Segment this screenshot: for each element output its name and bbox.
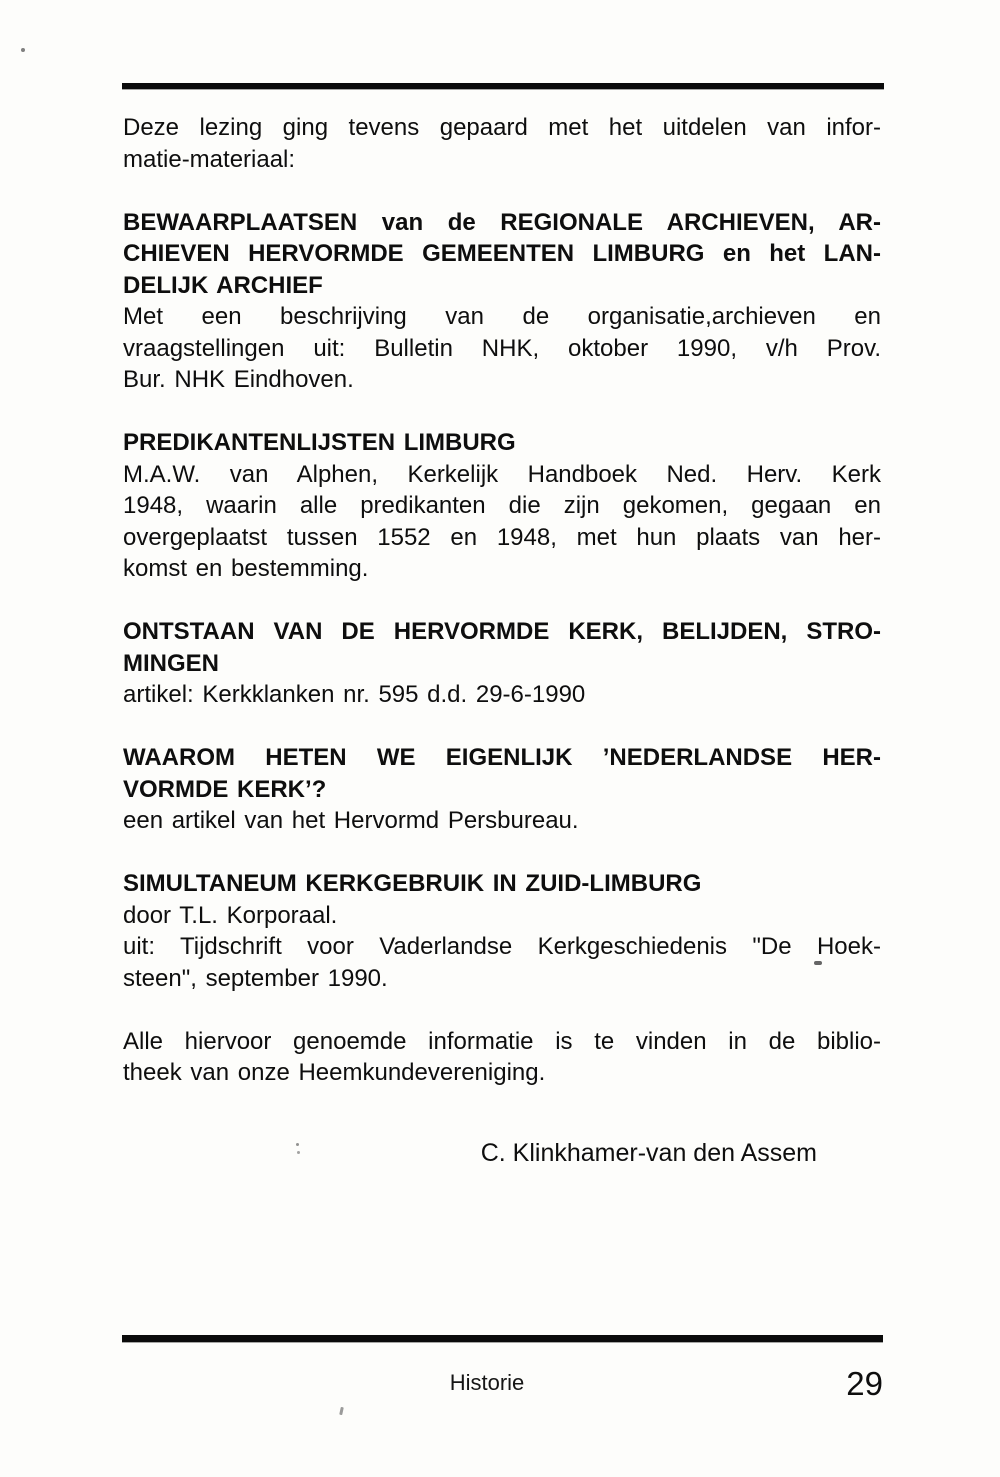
text-line: uit: Tijdschrift voor Vaderlandse Kerkgeschiedenis "De Hoek-: [123, 933, 881, 960]
paragraph: [123, 679, 881, 711]
text-line: Deze lezing ging tevens gepaard met het uitdelen van infor-: [123, 114, 881, 141]
signature: [123, 1138, 881, 1170]
section-heading: [123, 742, 881, 805]
text-line: PREDIKANTENLIJSTEN LIMBURG: [123, 429, 516, 456]
paragraph: [123, 805, 881, 837]
paragraph: [123, 301, 881, 396]
scan-artifact: [21, 48, 25, 52]
signature-name: C. Klinkhamer-van den Assem: [480, 1139, 817, 1167]
section-heading: [123, 427, 881, 459]
paragraph-group: [123, 616, 881, 711]
scan-artifact: [339, 1407, 344, 1415]
text-line: matie-materiaal:: [123, 145, 296, 173]
text-line: Met een beschrijving van de organisatie,archieven en: [123, 303, 881, 330]
text-line: Bur. NHK Eindhoven.: [123, 366, 354, 393]
text-line: SIMULTANEUM KERKGEBRUIK IN ZUID-LIMBURG: [123, 870, 702, 897]
page-number: 29: [846, 1365, 883, 1402]
text-line: artikel: Kerkklanken nr. 595 d.d. 29-6-1990: [123, 681, 586, 708]
text-line: WAAROM HETEN WE EIGENLIJK ’NEDERLANDSE HER-: [123, 744, 881, 771]
text-line: CHIEVEN HERVORMDE GEMEENTEN LIMBURG en het LAN-: [123, 240, 881, 267]
text-line: door T.L. Korporaal.: [123, 901, 338, 929]
text-line: theek van onze Heemkundevereniging.: [123, 1059, 546, 1086]
section-heading: [123, 207, 881, 302]
paragraph: [123, 900, 881, 995]
text-line: MINGEN: [123, 649, 219, 677]
paragraph-group: [123, 868, 881, 994]
paragraph: [123, 112, 881, 175]
scan-artifact: [814, 961, 822, 965]
text-line: komst en bestemming.: [123, 555, 369, 582]
scan-artifact: [297, 1151, 300, 1154]
paragraph: [123, 1026, 881, 1089]
text-line: M.A.W. van Alphen, Kerkelijk Handboek Ned. Herv. Kerk: [123, 460, 881, 488]
text-line: BEWAARPLAATSEN van de REGIONALE ARCHIEVEN, AR-: [123, 208, 881, 236]
text-line: een artikel van het Hervormd Persbureau.: [123, 807, 579, 834]
paragraph-group: [123, 1026, 881, 1089]
text-line: VORMDE KERK’?: [123, 775, 327, 803]
paragraph-group: [123, 742, 881, 837]
paragraph-group: [123, 112, 881, 175]
section-heading: [123, 616, 881, 679]
section-heading: [123, 868, 881, 900]
text-line: overgeplaatst tussen 1552 en 1948, met hun plaats van her-: [123, 523, 881, 551]
text-line: vraagstellingen uit: Bulletin NHK, oktober 1990, v/h Prov.: [123, 334, 881, 362]
top-rule: [122, 83, 884, 89]
text-column: [123, 112, 881, 1089]
scan-artifact: [296, 1143, 299, 1146]
paragraph: [123, 459, 881, 585]
text-line: ONTSTAAN VAN DE HERVORMDE KERK, BELIJDEN, STRO-: [123, 618, 881, 645]
text-line: 1948, waarin alle predikanten die zijn gekomen, gegaan en: [123, 492, 881, 519]
paragraph-group: [123, 207, 881, 396]
bottom-rule: [122, 1335, 883, 1342]
footer-section-label: Historie: [449, 1370, 525, 1395]
paragraph-group: [123, 427, 881, 585]
text-line: Alle hiervoor genoemde informatie is te vinden in de biblio-: [123, 1027, 881, 1055]
text-line: steen", september 1990.: [123, 964, 388, 992]
text-line: DELIJK ARCHIEF: [123, 271, 323, 299]
